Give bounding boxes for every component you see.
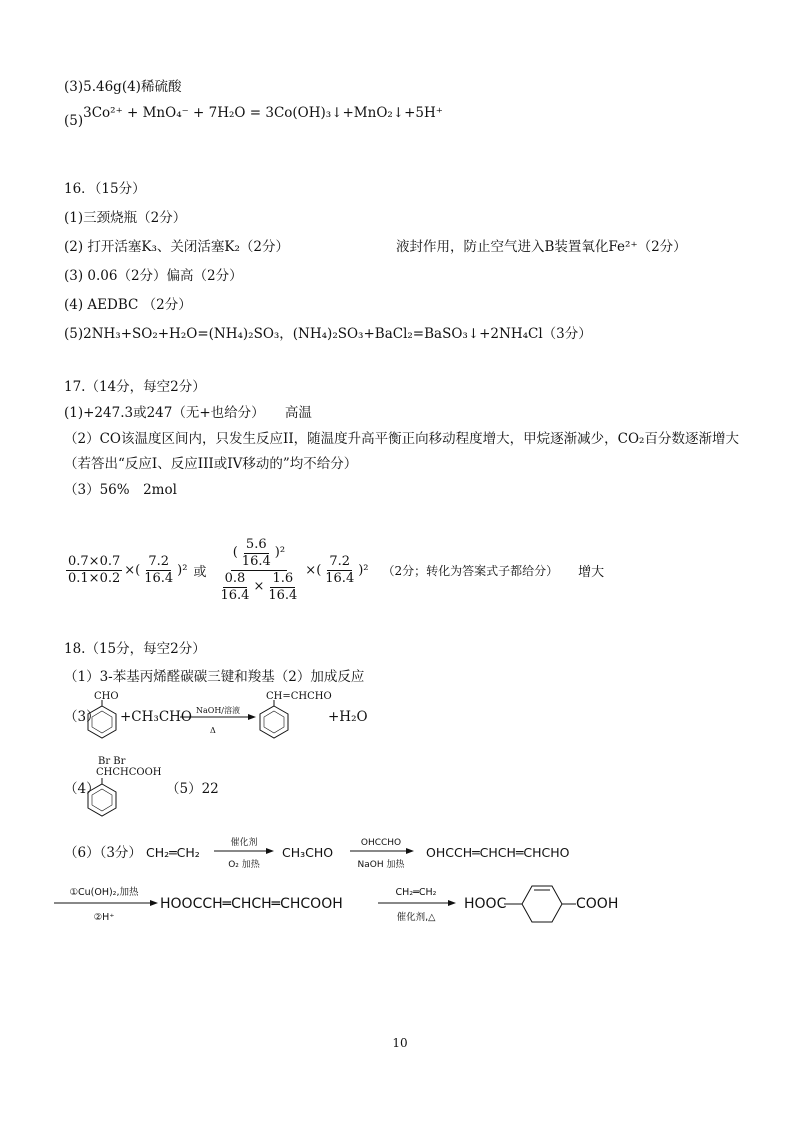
q18-prefix-6: （6）（3分） bbox=[64, 845, 142, 861]
q17-answer-2: （2）CO该温度区间内，只发生反应II，随温度升高平衡正向移动程度增大，甲烷逐渐减少，CO₂百分数逐渐增大 bbox=[64, 431, 739, 447]
q16-answer-3: (3) 0.06（2分）偏高（2分） bbox=[64, 268, 243, 284]
dibromo-label: Br Br bbox=[98, 756, 126, 767]
or-text: 或 bbox=[193, 564, 207, 580]
condition-heat: Δ bbox=[210, 726, 216, 735]
cyclohexene-ring-icon bbox=[504, 878, 580, 930]
arrow-4-icon bbox=[378, 899, 456, 907]
product-cooh: COOH bbox=[576, 896, 619, 912]
cond4-bottom: 催化剂,△ bbox=[396, 912, 436, 923]
ethene: CH₂═CH₂ bbox=[146, 845, 200, 860]
benzaldehyde-ring-icon bbox=[82, 700, 122, 742]
q16-answer-4: (4) AEDBC （2分） bbox=[64, 297, 192, 313]
fraction: $\frac{7.2}{16.4}$ bbox=[325, 553, 355, 586]
big-fraction: ( $\frac{5.6}{16.4}$ )² $\frac{0.8}{16.4}$ × $\frac{1.6}{16.4}$ bbox=[220, 536, 298, 603]
acetaldehyde-2: CH₃CHO bbox=[282, 845, 334, 860]
q18-answer-5: （5）22 bbox=[166, 781, 219, 797]
q17-kp-expression: $\frac{0.7\times 0.7}{0.1\times 0.2}$ ×( $\frac{7.2}{16.4}$ )² 或 ( $\frac{5.6}{16.4}$ )² $\frac{0.8}{16.4}$ × $\frac{1.6}{16.4}$ ×( $\frac{7.2}{16.4}$ )² （2分；转化为答案式子都给分） 增大 bbox=[68, 536, 605, 603]
q17-answer-1: (1)+247.3或247（无+也给分） 高温 bbox=[64, 405, 312, 421]
dialdehyde: OHCCH═CHCH═CHCHO bbox=[426, 845, 570, 860]
water: +H₂O bbox=[328, 709, 368, 725]
q15-line-5 bbox=[64, 105, 443, 130]
condition-naoh: NaOH/溶液 bbox=[196, 706, 240, 715]
cond1-bottom: O₂ 加热 bbox=[228, 860, 260, 870]
arrow-1-icon bbox=[214, 847, 274, 855]
cond2-top: OHCCHO bbox=[360, 838, 402, 848]
dibromo-chain: CHCHCOOH bbox=[96, 767, 162, 778]
arrow-3-icon bbox=[54, 899, 158, 907]
cond4-top: CH₂═CH₂ bbox=[395, 887, 437, 898]
q17-increase: 增大 bbox=[578, 564, 605, 580]
q18-prefix-3: （3） bbox=[64, 709, 100, 725]
q18-heading: 18.（15分，每空2分） bbox=[64, 641, 206, 657]
q16-answer-1: (1)三颈烧瓶（2分） bbox=[64, 210, 187, 226]
q16-heading: 16．（15分） bbox=[64, 181, 146, 197]
q15-prefix: (5) bbox=[64, 113, 84, 129]
cond3-top: ①Cu(OH)₂,加热 bbox=[69, 887, 139, 898]
product-hooc: HOOC bbox=[464, 896, 507, 912]
cond1-top: 催化剂 bbox=[230, 838, 258, 848]
q16-answer-2b: 液封作用，防止空气进入B装置氧化Fe²⁺（2分） bbox=[396, 239, 687, 255]
reaction-arrow-icon bbox=[180, 713, 256, 721]
q17-heading: 17.（14分，每空2分） bbox=[64, 379, 206, 395]
dibromo-ring-icon bbox=[82, 778, 122, 820]
q15-line-3-4: (3)5.46g(4)稀硫酸 bbox=[64, 79, 182, 95]
dicarboxylic-acid: HOOCCH═CHCH═CHCOOH bbox=[160, 896, 343, 912]
cinnamaldehyde-chain: CH=CHCHO bbox=[266, 691, 332, 702]
fraction: $\frac{7.2}{16.4}$ bbox=[144, 553, 174, 586]
cond3-bottom: ②H⁺ bbox=[93, 912, 115, 923]
cinnamaldehyde-ring-icon bbox=[254, 700, 294, 742]
q18-answer-1-2: （1）3-苯基丙烯醛碳碳三键和羧基（2）加成反应 bbox=[64, 669, 365, 685]
page-number: 10 bbox=[392, 1036, 408, 1050]
q16-answer-5: (5)2NH₃+SO₂+H₂O=(NH₄)₂SO₃，(NH₄)₂SO₃+BaCl₂=BaSO₃↓+2NH₄Cl（3分） bbox=[64, 326, 592, 342]
q18-prefix-4: （4） bbox=[64, 781, 100, 797]
cond2-bottom: NaOH 加热 bbox=[357, 860, 405, 870]
q15-equation: 3Co²⁺ + MnO₄⁻ + 7H₂O = 3Co(OH)₃↓+MnO₂↓+5H⁺ bbox=[83, 105, 443, 121]
q17-note: （2分；转化为答案式子都给分） bbox=[382, 563, 559, 578]
fraction: $\frac{0.7\times 0.7}{0.1\times 0.2}$ bbox=[68, 553, 121, 586]
acetaldehyde: +CH₃CHO bbox=[120, 709, 192, 725]
q16-answer-2a: (2) 打开活塞K₃、关闭活塞K₂（2分） bbox=[64, 239, 289, 255]
cho-label: CHO bbox=[94, 691, 119, 702]
q17-answer-3: （3）56% 2mol bbox=[64, 482, 177, 498]
arrow-2-icon bbox=[350, 847, 414, 855]
q17-answer-2-note: （若答出“反应I、反应III或IV移动的”均不给分） bbox=[64, 456, 358, 472]
